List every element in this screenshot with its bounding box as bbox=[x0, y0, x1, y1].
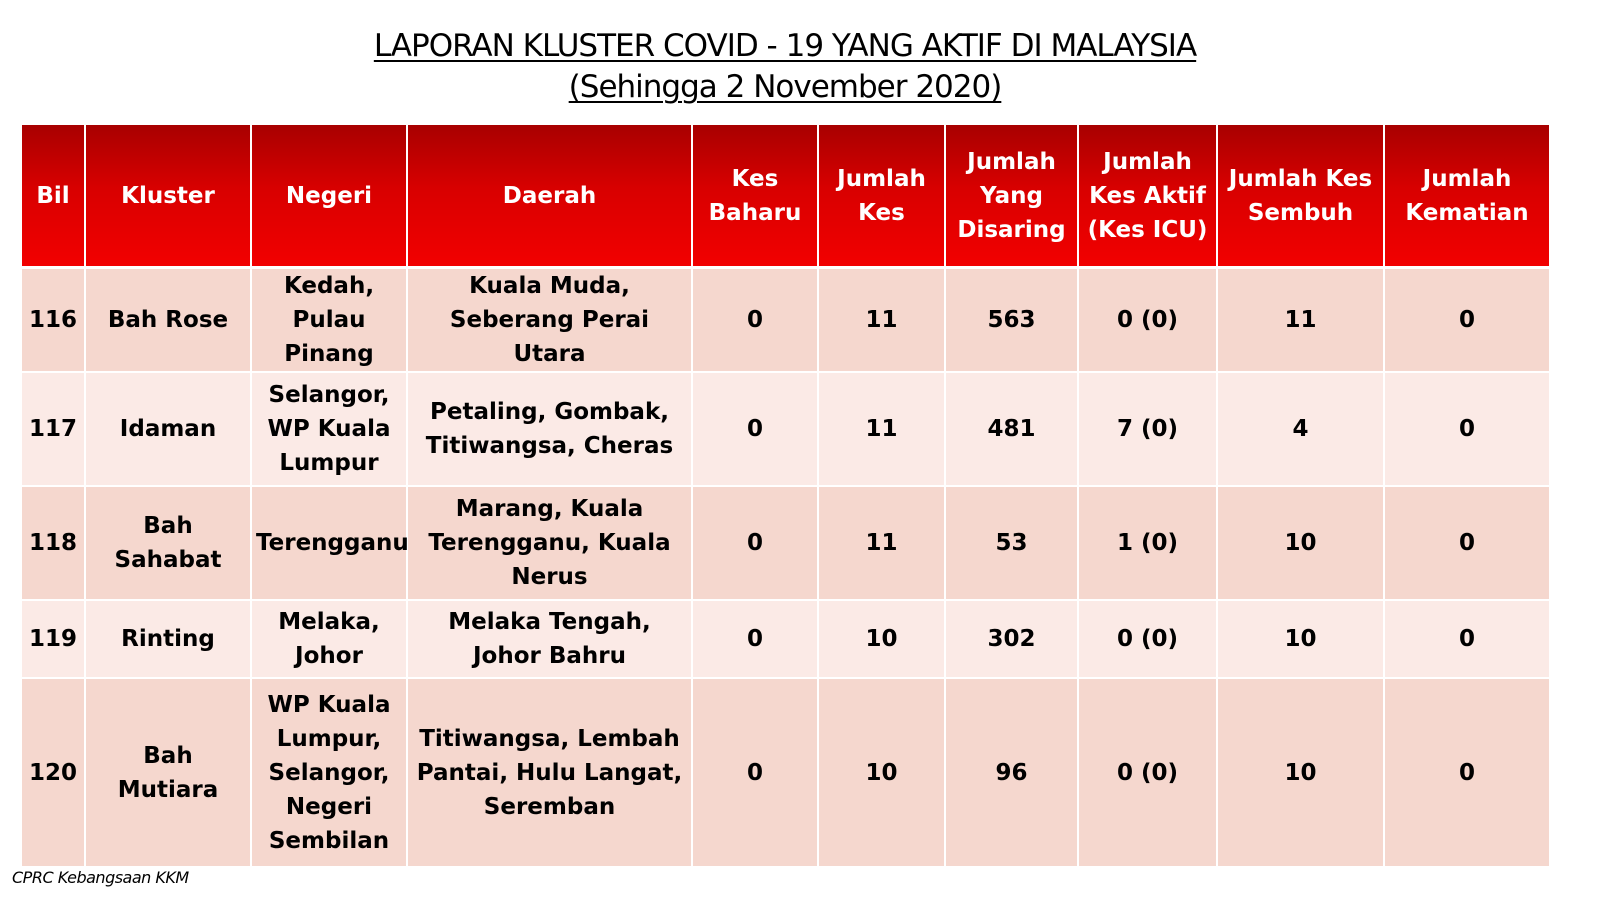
cell-daerah: Marang, Kuala Terengganu, Kuala Nerus bbox=[408, 487, 693, 601]
table-row bbox=[22, 487, 1549, 601]
header-negeri: Negeri bbox=[252, 125, 408, 269]
cell-daerah: Titiwangsa, Lembah Pantai, Hulu Langat, Seremban bbox=[408, 679, 693, 868]
cluster-report-table bbox=[22, 125, 1549, 868]
cell-jumlah-kematian: 0 bbox=[1385, 373, 1549, 487]
cell-negeri: Kedah, Pulau Pinang bbox=[252, 269, 408, 373]
cell-negeri: Terengganu bbox=[252, 487, 408, 601]
cell-jumlah-kes-sembuh: 4 bbox=[1218, 373, 1385, 487]
cell-kes-baharu: 0 bbox=[693, 601, 819, 679]
cell-jumlah-kematian: 0 bbox=[1385, 487, 1549, 601]
cell-jumlah-kes: 10 bbox=[819, 679, 946, 868]
header-jumlah-disaring: Jumlah Yang Disaring bbox=[946, 125, 1079, 269]
cell-daerah: Kuala Muda, Seberang Perai Utara bbox=[408, 269, 693, 373]
cell-jumlah-disaring: 302 bbox=[946, 601, 1079, 679]
cell-kes-baharu: 0 bbox=[693, 269, 819, 373]
table-row bbox=[22, 679, 1549, 868]
cell-jumlah-disaring: 53 bbox=[946, 487, 1079, 601]
cell-jumlah-kes: 11 bbox=[819, 269, 946, 373]
cell-bil: 117 bbox=[22, 373, 86, 487]
cell-kes-baharu: 0 bbox=[693, 679, 819, 868]
cell-bil: 119 bbox=[22, 601, 86, 679]
cell-kluster: Bah Sahabat bbox=[86, 487, 252, 601]
cell-jumlah-kes-aktif: 0 (0) bbox=[1079, 679, 1218, 868]
cell-daerah: Melaka Tengah, Johor Bahru bbox=[408, 601, 693, 679]
cell-daerah: Petaling, Gombak, Titiwangsa, Cheras bbox=[408, 373, 693, 487]
cell-kluster: Bah Mutiara bbox=[86, 679, 252, 868]
cell-jumlah-kes-aktif: 0 (0) bbox=[1079, 601, 1218, 679]
cell-jumlah-kes-sembuh: 11 bbox=[1218, 269, 1385, 373]
cell-jumlah-kes-sembuh: 10 bbox=[1218, 679, 1385, 868]
table-row bbox=[22, 373, 1549, 487]
cell-negeri: Selangor, WP Kuala Lumpur bbox=[252, 373, 408, 487]
cell-jumlah-kematian: 0 bbox=[1385, 601, 1549, 679]
cell-jumlah-kes: 11 bbox=[819, 487, 946, 601]
table-row bbox=[22, 601, 1549, 679]
header-jumlah-kematian: Jumlah Kematian bbox=[1385, 125, 1549, 269]
cell-jumlah-kes-aktif: 1 (0) bbox=[1079, 487, 1218, 601]
cell-bil: 120 bbox=[22, 679, 86, 868]
cell-jumlah-kes-aktif: 7 (0) bbox=[1079, 373, 1218, 487]
cell-bil: 118 bbox=[22, 487, 86, 601]
cell-negeri: Melaka, Johor bbox=[252, 601, 408, 679]
source-footnote: CPRC Kebangsaan KKM bbox=[12, 868, 189, 887]
cell-kes-baharu: 0 bbox=[693, 373, 819, 487]
cell-jumlah-disaring: 481 bbox=[946, 373, 1079, 487]
cell-bil: 116 bbox=[22, 269, 86, 373]
header-bil: Bil bbox=[22, 125, 86, 269]
cell-kluster: Idaman bbox=[86, 373, 252, 487]
cell-jumlah-kematian: 0 bbox=[1385, 269, 1549, 373]
cell-kes-baharu: 0 bbox=[693, 487, 819, 601]
cell-kluster: Bah Rose bbox=[86, 269, 252, 373]
cell-negeri: WP Kuala Lumpur, Selangor, Negeri Sembilan bbox=[252, 679, 408, 868]
cell-jumlah-kematian: 0 bbox=[1385, 679, 1549, 868]
report-title: LAPORAN KLUSTER COVID - 19 YANG AKTIF DI MALAYSIA bbox=[373, 28, 1197, 64]
cell-jumlah-kes: 10 bbox=[819, 601, 946, 679]
table-row bbox=[22, 269, 1549, 373]
cell-jumlah-kes-sembuh: 10 bbox=[1218, 601, 1385, 679]
header-kluster: Kluster bbox=[86, 125, 252, 269]
header-jumlah-kes: Jumlah Kes bbox=[819, 125, 946, 269]
table-header-row bbox=[22, 125, 1549, 269]
header-daerah: Daerah bbox=[408, 125, 693, 269]
header-jumlah-kes-sembuh: Jumlah Kes Sembuh bbox=[1218, 125, 1385, 269]
cell-jumlah-disaring: 96 bbox=[946, 679, 1079, 868]
header-jumlah-kes-aktif: Jumlah Kes Aktif (Kes ICU) bbox=[1079, 125, 1218, 269]
header-kes-baharu: Kes Baharu bbox=[693, 125, 819, 269]
cell-jumlah-disaring: 563 bbox=[946, 269, 1079, 373]
cell-kluster: Rinting bbox=[86, 601, 252, 679]
report-subtitle-date: (Sehingga 2 November 2020) bbox=[568, 69, 1002, 105]
cell-jumlah-kes: 11 bbox=[819, 373, 946, 487]
cell-jumlah-kes-sembuh: 10 bbox=[1218, 487, 1385, 601]
cell-jumlah-kes-aktif: 0 (0) bbox=[1079, 269, 1218, 373]
